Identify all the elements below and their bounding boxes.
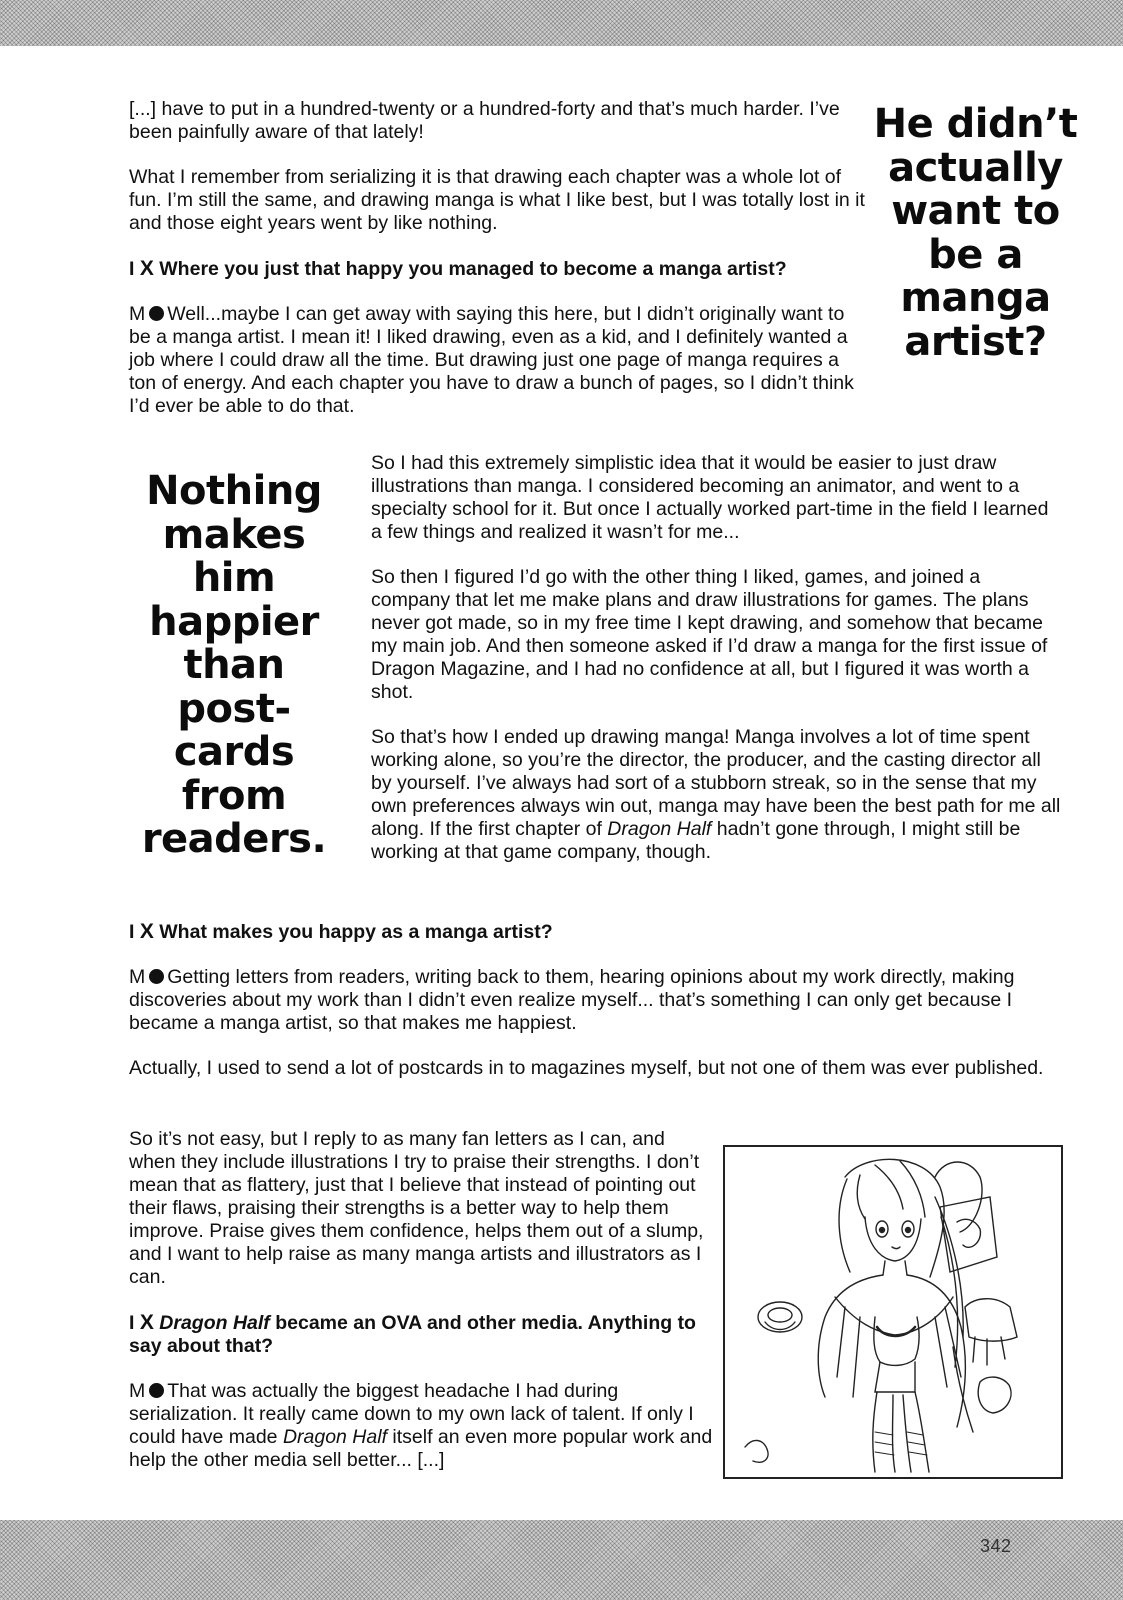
respondent-marker: M — [129, 966, 146, 988]
page-number: 342 — [980, 1536, 1012, 1556]
interviewer-marker: I — [129, 258, 135, 280]
title-dragon-half: Dragon Half — [159, 1312, 270, 1334]
paragraph: [...] have to put in a hundred-twenty or a hundred-forty and that’s much harder. I’ve been painfully aware of that lately! — [129, 98, 840, 143]
interview-answer — [129, 966, 1049, 1035]
paragraph: So I had this extremely simplistic idea that it would be easier to just draw illustrations than manga. I considered becoming an animator, and went to a specialty school for it. But once I actually worked part-time in the field I learned a few things and realized it wasn’t for me... — [371, 452, 1049, 543]
interview-question — [129, 257, 869, 281]
bullet-dot-icon — [149, 1383, 164, 1398]
bottom-halftone-band — [0, 1520, 1123, 1600]
interviewer-marker: I — [129, 921, 135, 943]
interview-question — [129, 1311, 716, 1358]
paragraph: Actually, I used to send a lot of postcards in to magazines myself, but not one of them was ever published. — [129, 1057, 1044, 1079]
x-mark-icon: X — [139, 920, 154, 943]
interview-answer: M That was actually the biggest headache I had during serialization. It really came down to my own lack of talent. If only I could have made Dragon Half itself an even more popular work and help the other media sell better... [...] — [129, 1380, 713, 1471]
bullet-dot-icon — [149, 969, 164, 984]
x-mark-icon: X — [139, 257, 154, 280]
respondent-marker: M — [129, 1380, 146, 1402]
character-sketch-figure — [723, 1145, 1063, 1479]
respondent-marker: M — [129, 303, 146, 325]
title-dragon-half: Dragon Half — [607, 818, 712, 840]
pull-quote-left: Nothing makes him happier than post-cards from readers. — [141, 468, 327, 862]
answer-text: Well...maybe I can get away with saying this here, but I didn’t originally want to be a manga artist. I mean it! I liked drawing, even as a kid, and I definitely wanted a job where I could draw all the time. But drawing just one page of manga requires a ton of energy. And each chapter you have to draw a bunch of pages, so I didn’t think I’d ever be able to do that. — [129, 303, 854, 417]
top-halftone-band — [0, 0, 1123, 46]
paragraph: So that’s how I ended up drawing manga! Manga involves a lot of time spent working alone, so you’re the director, the producer, and the casting director all by yourself. I’ve always had sort of a stubborn streak, so in the sense that my own preferences always win out, manga may have been the best path for me all along. If the first chapter of Dragon Half hadn’t gone through, I might still be working at that game company, though. — [371, 726, 1061, 863]
character-sketch-illustration — [725, 1147, 1061, 1477]
section-happiness — [129, 920, 1049, 1080]
question-text: What makes you happy as a manga artist? — [159, 921, 553, 943]
interviewer-marker: I — [129, 1312, 135, 1334]
x-mark-icon: X — [139, 1311, 154, 1334]
title-dragon-half: Dragon Half — [282, 1426, 387, 1448]
paragraph: So it’s not easy, but I reply to as many fan letters as I can, and when they include illustrations I try to praise their strengths. I don’t mean that as flattery, just that I believe that instead of pointing out their flaws, praising their strengths is a better way to help them improve. Praise gives them confidence, helps them out of a slump, and I want to help raise as many manga artists and illustrators as I can. — [129, 1128, 704, 1288]
section-career — [371, 452, 1061, 864]
section-fan-letters — [129, 1128, 716, 1472]
interview-question — [129, 920, 1049, 944]
question-text: Where you just that happy you managed to become a manga artist? — [159, 258, 787, 280]
interview-answer — [129, 303, 869, 418]
bullet-dot-icon — [149, 306, 164, 321]
question-text: became an OVA and other media. Anything to say about that? — [129, 1312, 696, 1357]
section-intro — [129, 98, 869, 418]
answer-text: Getting letters from readers, writing back to them, hearing opinions about my work directly, making discoveries about my work than I didn’t even realize myself... that’s something I can only get because I became a manga artist, so that makes me happiest. — [129, 966, 1015, 1034]
pull-quote-top-right: He didn’t actually want to be a manga artist? — [873, 101, 1078, 365]
paragraph: What I remember from serializing it is that drawing each chapter was a whole lot of fun. I’m still the same, and drawing manga is what I like best, but I was totally lost in it and those eight years went by like nothing. — [129, 166, 865, 234]
paragraph: So then I figured I’d go with the other thing I liked, games, and joined a company that let me make plans and draw illustrations for games. The plans never got made, so in my free time I kept drawing, and somehow that became my main job. And then someone asked if I’d draw a manga for the first issue of Dragon Magazine, and I had no confidence at all, but I figured it was worth a shot. — [371, 566, 1048, 703]
